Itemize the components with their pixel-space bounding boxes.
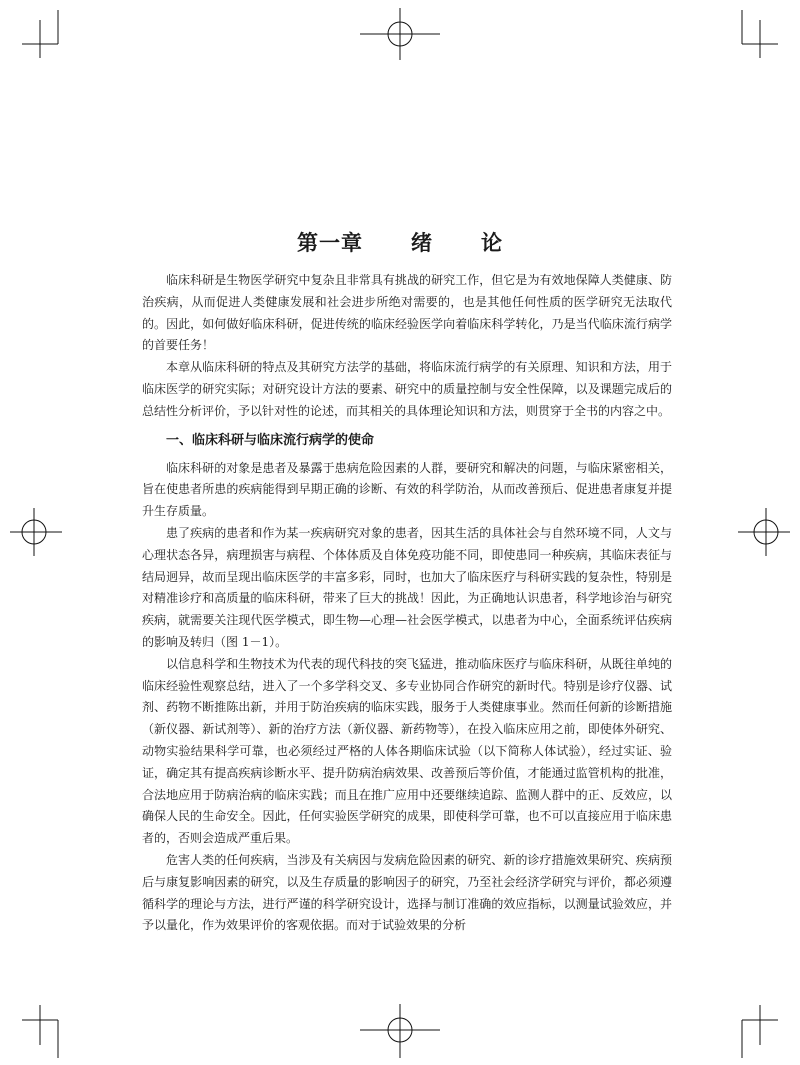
chapter-title-char-1: 绪	[411, 231, 433, 255]
intro-paragraph-2: 本章从临床科研的特点及其研究方法学的基础，将临床流行病学的有关原理、知识和方法，用于临床医学的研究实际；对研究设计方法的要素、研究中的质量控制与安全性保障，以及课题完成后的总结性分析评价，予以针对性的论述，而其相关的具体理论知识和方法，则贯穿于全书的内容之中。	[142, 360, 672, 418]
intro-paragraph-1: 临床科研是生物医学研究中复杂且非常具有挑战的研究工作，但它是为有效地保障人类健康、防治疾病，从而促进人类健康发展和社会进步所绝对需要的，也是其他任何性质的医学研究无法取代的。因此，如何做好临床科研，促进传统的临床经验医学向着临床科学转化，乃是当代临床流行病学的首要任务！	[142, 273, 672, 353]
crop-mark-bottom-left	[22, 1005, 58, 1058]
registration-mark-top	[360, 8, 440, 60]
body-text	[142, 270, 672, 937]
section-paragraph-3: 以信息科学和生物技术为代表的现代科技的突飞猛进，推动临床医疗与临床科研，从既往单纯的临床经验性观察总结，进入了一个多学科交叉、多专业协同合作研究的新时代。特别是诊疗仪器、试剂、药物不断推陈出新，并用于防治疾病的临床实践，服务于人类健康事业。然而任何新的诊断措施（新仪器、新试剂等）、新的治疗方法（新仪器、新药物等），在投入临床应用之前，即使体外研究、动物实验结果科学可靠，也必须经过严格的人体各期临床试验（以下简称人体试验），经过实证、验证，确定其有提高疾病诊断水平、提升防病治病效果、改善预后等价值，才能通过监管机构的批准，合法地应用于防病治病的临床实践；而且在推广应用中还要继续追踪、监测人群中的正、反效应，以确保人民的生命安全。因此，任何实验医学研究的成果，即使科学可靠，也不可以直接应用于临床患者的，否则会造成严重后果。	[142, 656, 672, 846]
chapter-number: 第一章	[297, 231, 363, 255]
registration-mark-right	[738, 508, 790, 556]
chapter-title	[0, 229, 800, 257]
section-paragraph-1: 临床科研的对象是患者及暴露于患病危险因素的人群，要研究和解决的问题，与临床紧密相关，旨在使患者所患的疾病能得到早期正确的诊断、有效的科学防治，从而改善预后、促进患者康复并提升生存质量。	[142, 460, 672, 519]
crop-mark-top-right	[742, 10, 778, 58]
registration-mark-bottom	[360, 1004, 440, 1058]
section-heading: 一、临床科研与临床流行病学的使命	[166, 432, 375, 448]
crop-mark-top-left	[22, 10, 58, 58]
crop-mark-bottom-right	[742, 1005, 778, 1058]
section-paragraph-2: 患了疾病的患者和作为某一疾病研究对象的患者，因其生活的具体社会与自然环境不同，人文与心理状态各异，病理损害与病程、个体体质及自体免疫功能不同，即使患同一种疾病，其临床表征与结局迥异，故而呈现出临床医学的丰富多彩，同时，也加大了临床医疗与科研实践的复杂性，特别是对精准诊疗和高质量的临床科研，带来了巨大的挑战！因此，为正确地认识患者，科学地诊治与研究疾病，就需要关注现代医学模式，即生物—心理—社会医学模式，以患者为中心，全面系统评估疾病的影响及转归（图 1－1）。	[142, 525, 672, 649]
section-paragraph-4: 危害人类的任何疾病，当涉及有关病因与发病危险因素的研究、新的诊疗措施效果研究、疾病预后与康复影响因素的研究，以及生存质量的影响因子的研究，乃至社会经济学研究与评价，都必须遵循科学的理论与方法，进行严谨的科学研究设计，选择与制订准确的效应指标，以测量试验效应，并予以量化，作为效果评价的客观依据。而对于试验效果的分析	[142, 852, 672, 933]
registration-mark-left	[10, 508, 62, 556]
chapter-title-char-2: 论	[481, 231, 503, 255]
